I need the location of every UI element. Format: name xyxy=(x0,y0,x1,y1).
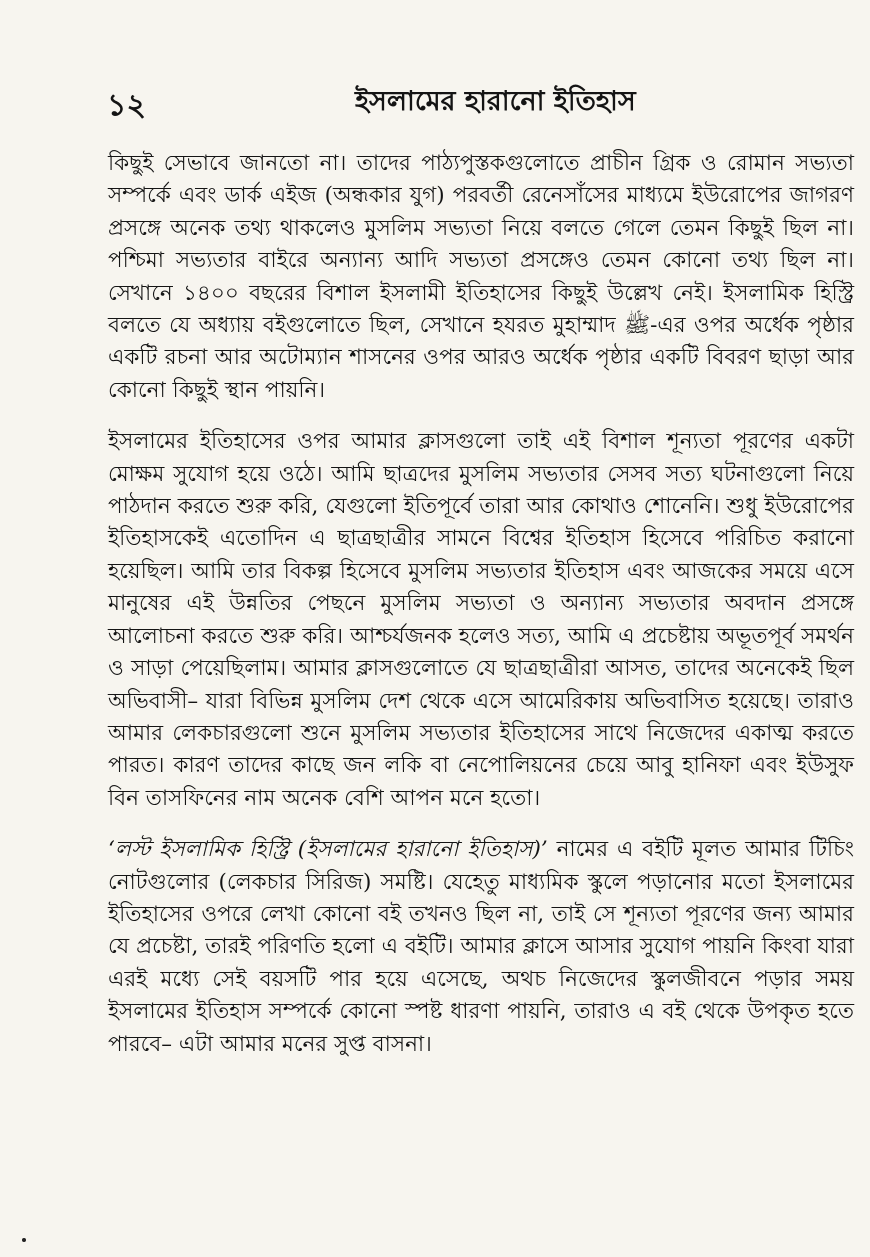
paragraph-2: ইসলামের ইতিহাসের ওপর আমার ক্লাসগুলো তাই এই বিশাল শূন্যতা পূরণের একটা মোক্ষম সুযোগ হয়ে ওঠে। আমি ছাত্রদের মুসলিম সভ্যতার সেসব সত্য ঘটনাগুলো নিয়ে পাঠদান করতে শুরু করি, যেগুলো ইতিপূর্বে তারা আর কোথাও শোনেনি। শুধু ইউরোপের ইতিহাসকেই এতোদিন এ ছাত্রছাত্রীর সামনে বিশ্বের ইতিহাস হিসেবে পরিচিত করানো হয়েছিল। আমি তার বিকল্প হিসেবে মুসলিম সভ্যতার ইতিহাস এবং আজকের সময়ে এসে মানুষের এই উন্নতির পেছনে মুসলিম সভ্যতা ও অন্যান্য সভ্যতার অবদান প্রসঙ্গে আলোচনা করতে শুরু করি। আশ্চর্যজনক হলেও সত্য, আমি এ প্রচেষ্টায় অভূতপূর্ব সমর্থন ও সাড়া পেয়েছিলাম। আমার ক্লাসগুলোতে যে ছাত্রছাত্রীরা আসত, তাদের অনেকেই ছিল অভিবাসী– যারা বিভিন্ন মুসলিম দেশ থেকে এসে আমেরিকায় অভিবাসিত হয়েছে। তারাও আমার লেকচারগুলো শুনে মুসলিম সভ্যতার ইতিহাসের সাথে নিজেদের একাত্ম করতে পারত। কারণ তাদের কাছে জন লকি বা নেপোলিয়নের চেয়ে আবু হানিফা এবং ইউসুফ বিন তাসফিনের নাম অনেক বেশি আপন মনে হতো। xyxy=(108,429,854,811)
ink-speck xyxy=(22,1238,26,1242)
running-header-title: ইসলামের হারানো ইতিহাস xyxy=(355,86,636,117)
book-title-italic: ‘লস্ট ইসলামিক হিস্ট্রি (ইসলামের হারানো ইতিহাস)’ xyxy=(108,837,548,863)
paragraph-3 xyxy=(108,834,854,1061)
body-text xyxy=(108,148,854,1080)
paragraph-3-text: নামের এ বইটি মূলত আমার টিচিং নোটগুলোর (লেকচার সিরিজ) সমষ্টি। যেহেতু মাধ্যমিক স্কুলে পড়ানোর মতো ইসলামের ইতিহাসের ওপরে লেখা কোনো বই তখনও ছিল না, তাই সে শূন্যতা পূরণের জন্য আমার যে প্রচেষ্টা, তারই পরিণতি হলো এ বইটি। আমার ক্লাসে আসার সুযোগ পায়নি কিংবা যারা এরই মধ্যে সেই বয়সটি পার হয়ে এসেছে, অথচ নিজেদের স্কুলজীবনে পড়ার সময় ইসলামের ইতিহাস সম্পর্কে কোনো স্পষ্ট ধারণা পায়নি, তারাও এ বই থেকে উপকৃত হতে পারবে– এটা আমার মনের সুপ্ত বাসনা। xyxy=(108,837,854,1057)
page-number: ১২ xyxy=(107,88,146,123)
paragraph-1: কিছুই সেভাবে জানতো না। তাদের পাঠ্যপুস্তকগুলোতে প্রাচীন গ্রিক ও রোমান সভ্যতা সম্পর্কে এবং ডার্ক এইজ (অন্ধকার যুগ) পরবর্তী রেনেসাঁসের মাধ্যমে ইউরোপের জাগরণ প্রসঙ্গে অনেক তথ্য থাকলেও মুসলিম সভ্যতা নিয়ে বলতে গেলে তেমন কিছুই ছিল না। পশ্চিমা সভ্যতার বাইরে অন্যান্য আদি সভ্যতা প্রসঙ্গেও তেমন কোনো তথ্য ছিল না। সেখানে ১৪০০ বছরের বিশাল ইসলামী ইতিহাসের কিছুই উল্লেখ নেই। ইসলামিক হিস্ট্রি বলতে যে অধ্যায় বইগুলোতে ছিল, সেখানে হযরত মুহাম্মাদ ﷺ-এর ওপর অর্ধেক পৃষ্ঠার একটি রচনা আর অটোম্যান শাসনের ওপর আরও অর্ধেক পৃষ্ঠার একটি বিবরণ ছাড়া আর কোনো কিছুই স্থান পায়নি। xyxy=(108,151,854,403)
